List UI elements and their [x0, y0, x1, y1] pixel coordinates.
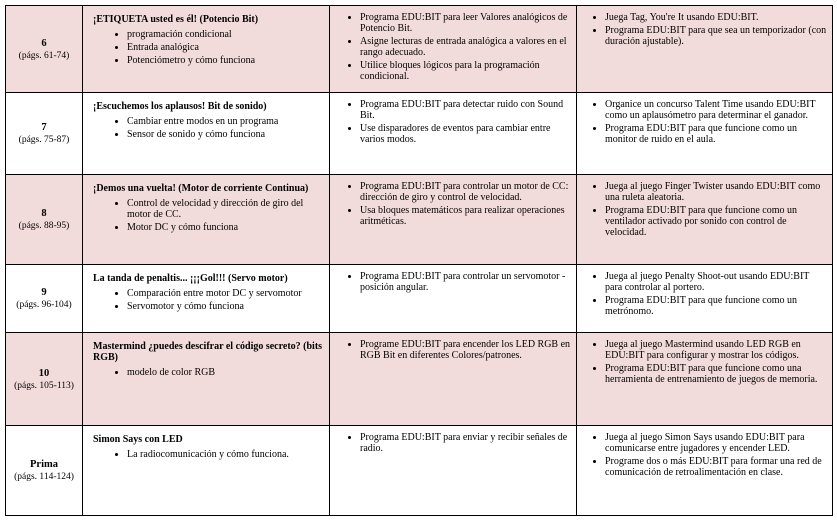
- table-row: [6, 265, 833, 333]
- activities-list: [334, 12, 572, 82]
- list-item: • Sensor de sonido y cómo funciona: [127, 129, 325, 140]
- activities-cell: [330, 175, 577, 265]
- unit-cell: [6, 265, 83, 333]
- lesson-title: ¡Demos una vuelta! (Motor de corriente Continua): [93, 183, 309, 194]
- unit-cell: [6, 426, 83, 516]
- unit-pages: (págs. 61-74): [18, 50, 70, 61]
- list-item: • Control de velocidad y dirección de giro del motor de CC.: [127, 198, 325, 220]
- unit-pages: (págs. 75-87): [18, 135, 70, 145]
- table-row: [6, 333, 833, 426]
- unit-cell: [6, 6, 83, 93]
- sections-cell: [83, 426, 330, 516]
- sections-cell: [83, 175, 330, 265]
- lesson-title: Simon Says con LED: [93, 434, 183, 445]
- sections-list: [87, 29, 325, 66]
- list-item: • Programa EDU:BIT para leer Valores analógicos de Potencio Bit.: [360, 12, 572, 34]
- list-item: • Programa EDU:BIT para enviar y recibir señales de radio.: [360, 432, 572, 454]
- sections-list: [87, 198, 325, 233]
- unit-pages: (págs. 114-124): [14, 472, 74, 482]
- curriculum-table-body: [6, 6, 833, 516]
- activities-cell: [330, 6, 577, 93]
- unit-number: 6: [41, 37, 47, 49]
- list-item: • Programe dos o más EDU:BIT para formar una red de comunicación de retroalimentación en clase.: [605, 456, 828, 478]
- activities-cell: [330, 426, 577, 516]
- list-item: • Use disparadores de eventos para cambiar entre varios modos.: [360, 123, 572, 145]
- sections-list: [87, 288, 325, 312]
- unit-number: 8: [41, 208, 47, 219]
- list-item: • Utilice bloques lógicos para la programación condicional.: [360, 60, 572, 82]
- unit-pages: (págs. 88-95): [18, 221, 70, 231]
- sections-cell: [83, 6, 330, 93]
- list-item: • Programa EDU:BIT para que funcione como un metrónomo.: [605, 295, 828, 317]
- activities-cell: [330, 333, 577, 426]
- table-row: [6, 426, 833, 516]
- list-item: • Programe EDU:BIT para encender los LED RGB en RGB Bit en diferentes Colores/patrones.: [360, 339, 572, 361]
- fun-activities-list: [581, 432, 828, 478]
- fun-activities-list: [581, 339, 828, 385]
- unit-number: Prima: [30, 459, 58, 470]
- unit-pages: (págs. 105-113): [14, 380, 74, 391]
- unit-pages: (págs. 96-104): [16, 300, 72, 310]
- unit-number: 7: [41, 122, 47, 133]
- curriculum-table: [5, 5, 833, 516]
- sections-list: [87, 367, 325, 378]
- list-item: • Juega al juego Finger Twister usando EDU:BIT como una ruleta aleatoria.: [605, 181, 828, 203]
- list-item: • Juega al juego Simon Says usando EDU:BIT para comunicarse entre jugadores y encender LED.: [605, 432, 828, 454]
- list-item: • Asigne lecturas de entrada analógica a valores en el rango adecuado.: [360, 36, 572, 58]
- list-item: • Cambiar entre modos en un programa: [127, 116, 325, 127]
- list-item: • Programa EDU:BIT para controlar un servomotor - posición angular.: [360, 271, 572, 293]
- fun-activities-list: [581, 99, 828, 145]
- unit-number: 10: [38, 367, 50, 379]
- activities-list: [334, 339, 572, 361]
- list-item: • programación condicional: [127, 29, 325, 40]
- list-item: • Organice un concurso Talent Time usando EDU:BIT como un aplausómetro para determinar el ganador.: [605, 99, 828, 121]
- list-item: • Programa EDU:BIT para detectar ruido con Sound Bit.: [360, 99, 572, 121]
- fun-activities-cell: [577, 426, 833, 516]
- activities-list: [334, 181, 572, 227]
- list-item: • Programa EDU:BIT para que funcione como un ventilador activado por sonido con control de velocidad.: [605, 205, 828, 238]
- list-item: • Servomotor y cómo funciona: [127, 301, 325, 312]
- lesson-title: La tanda de penaltis... ¡¡¡Gol!!! (Servo motor): [93, 273, 288, 284]
- table-row: [6, 6, 833, 93]
- sections-cell: [83, 93, 330, 175]
- activities-cell: [330, 93, 577, 175]
- list-item: • Comparación entre motor DC y servomotor: [127, 288, 325, 299]
- sections-list: [87, 116, 325, 140]
- list-item: • La radiocomunicación y cómo funciona.: [127, 449, 325, 460]
- list-item: • Programa EDU:BIT para que funcione como un monitor de ruido en el aula.: [605, 123, 828, 145]
- list-item: • Usa bloques matemáticos para realizar operaciones aritméticas.: [360, 205, 572, 227]
- sections-cell: [83, 265, 330, 333]
- fun-activities-list: [581, 181, 828, 238]
- fun-activities-cell: [577, 6, 833, 93]
- unit-cell: [6, 333, 83, 426]
- lesson-title: Mastermind ¿puedes descifrar el código secreto? (bits RGB): [93, 341, 323, 363]
- activities-list: [334, 99, 572, 145]
- table-row: [6, 175, 833, 265]
- lesson-title: ¡ETIQUETA usted es él! (Potencio Bit): [93, 14, 259, 25]
- list-item: • Programa EDU:BIT para que sea un temporizador (con duración ajustable).: [605, 25, 828, 47]
- unit-cell: [6, 93, 83, 175]
- table-row: [6, 93, 833, 175]
- fun-activities-list: [581, 12, 828, 47]
- list-item: • Juega Tag, You're It usando EDU:BIT.: [605, 12, 828, 23]
- list-item: • Programa EDU:BIT para controlar un motor de CC: dirección de giro y control de velocidad.: [360, 181, 572, 203]
- unit-cell: [6, 175, 83, 265]
- lesson-title: ¡Escuchemos los aplausos! Bit de sonido): [93, 101, 267, 112]
- list-item: • Juega al juego Mastermind usando LED RGB en EDU:BIT para configurar y mostrar los códigos.: [605, 339, 828, 361]
- activities-list: [334, 271, 572, 293]
- list-item: • modelo de color RGB: [127, 367, 325, 378]
- list-item: • Entrada analógica: [127, 42, 325, 53]
- list-item: • Motor DC y cómo funciona: [127, 222, 325, 233]
- fun-activities-cell: [577, 175, 833, 265]
- activities-cell: [330, 265, 577, 333]
- sections-list: [87, 449, 325, 460]
- sections-cell: [83, 333, 330, 426]
- fun-activities-list: [581, 271, 828, 317]
- fun-activities-cell: [577, 333, 833, 426]
- fun-activities-cell: [577, 93, 833, 175]
- list-item: • Juega al juego Penalty Shoot-out usando EDU:BIT para controlar al portero.: [605, 271, 828, 293]
- list-item: • Potenciómetro y cómo funciona: [127, 55, 325, 66]
- fun-activities-cell: [577, 265, 833, 333]
- list-item: • Programa EDU:BIT para que funcione como una herramienta de entrenamiento de juegos de memoria.: [605, 363, 828, 385]
- activities-list: [334, 432, 572, 454]
- unit-number: 9: [41, 287, 47, 298]
